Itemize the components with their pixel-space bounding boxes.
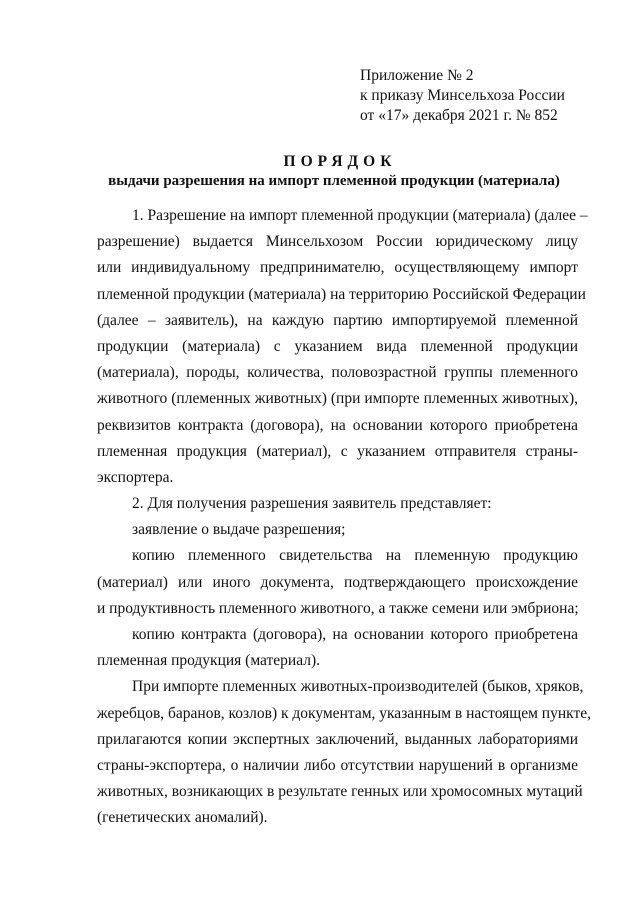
appendix-header <box>360 66 565 126</box>
text-line: 1. Разрешение на импорт племенной продукции (материала) (далее – <box>132 207 588 224</box>
text-line: (генетических аномалий). <box>97 809 268 827</box>
text-line: жеребцов, баранов, козлов) к документам, указанным в настоящем пункте, <box>97 704 591 722</box>
text-line: экспортера. <box>97 468 174 486</box>
text-line: заявление о выдаче разрешения; <box>132 521 346 539</box>
document-body <box>97 207 591 836</box>
text-line: страны-экспортера, о наличии либо отсутствии нарушений в организме <box>97 756 578 774</box>
text-line: животного (племенных животных) (при импорте племенных животных), <box>97 390 578 408</box>
text-line: племенная продукция (материал). <box>97 652 321 670</box>
text-line: или индивидуальному предпринимателю, осуществляющему импорт <box>97 259 578 277</box>
document-subtitle: выдачи разрешения на импорт племенной продукции (материала) <box>108 173 560 189</box>
text-line: копию племенного свидетельства на племенную продукцию <box>132 547 578 565</box>
text-line: прилагаются копии экспертных заключений, выданных лабораториями <box>97 730 578 748</box>
document-title: ПОРЯДОК <box>283 153 397 170</box>
appendix-order-reference: к приказу Минсельхоза России <box>360 87 565 104</box>
appendix-number: Приложение № 2 <box>360 67 474 84</box>
appendix-order-date: от «17» декабря 2021 г. № 852 <box>360 107 558 124</box>
text-line: (материала), породы, количества, половозрастной группы племенного <box>97 364 578 382</box>
text-line: разрешение) выдается Минсельхозом России юридическому лицу <box>97 233 578 251</box>
text-line: животных, возникающих в результате генных или хромосомных мутаций <box>97 783 583 801</box>
text-line: 2. Для получения разрешения заявитель представляет: <box>132 495 492 513</box>
text-line: племенной продукции (материала) на территорию Российской Федерации <box>97 285 586 303</box>
text-line: реквизитов контракта (договора), на основании которого приобретена <box>97 416 578 434</box>
text-line: (далее – заявитель), на каждую партию импортируемой племенной <box>97 311 578 329</box>
text-line: племенная продукция (материал), с указанием отправителя страны- <box>97 442 578 460</box>
text-line: продукции (материала) с указанием вида племенной продукции <box>97 337 578 355</box>
text-line: При импорте племенных животных-производителей (быков, хряков, <box>132 678 584 696</box>
text-line: и продуктивность племенного животного, а также семени или эмбриона; <box>97 599 579 617</box>
text-line: копию контракта (договора), на основании которого приобретена <box>132 626 578 643</box>
text-line: (материал) или иного документа, подтверждающего происхождение <box>97 573 578 591</box>
